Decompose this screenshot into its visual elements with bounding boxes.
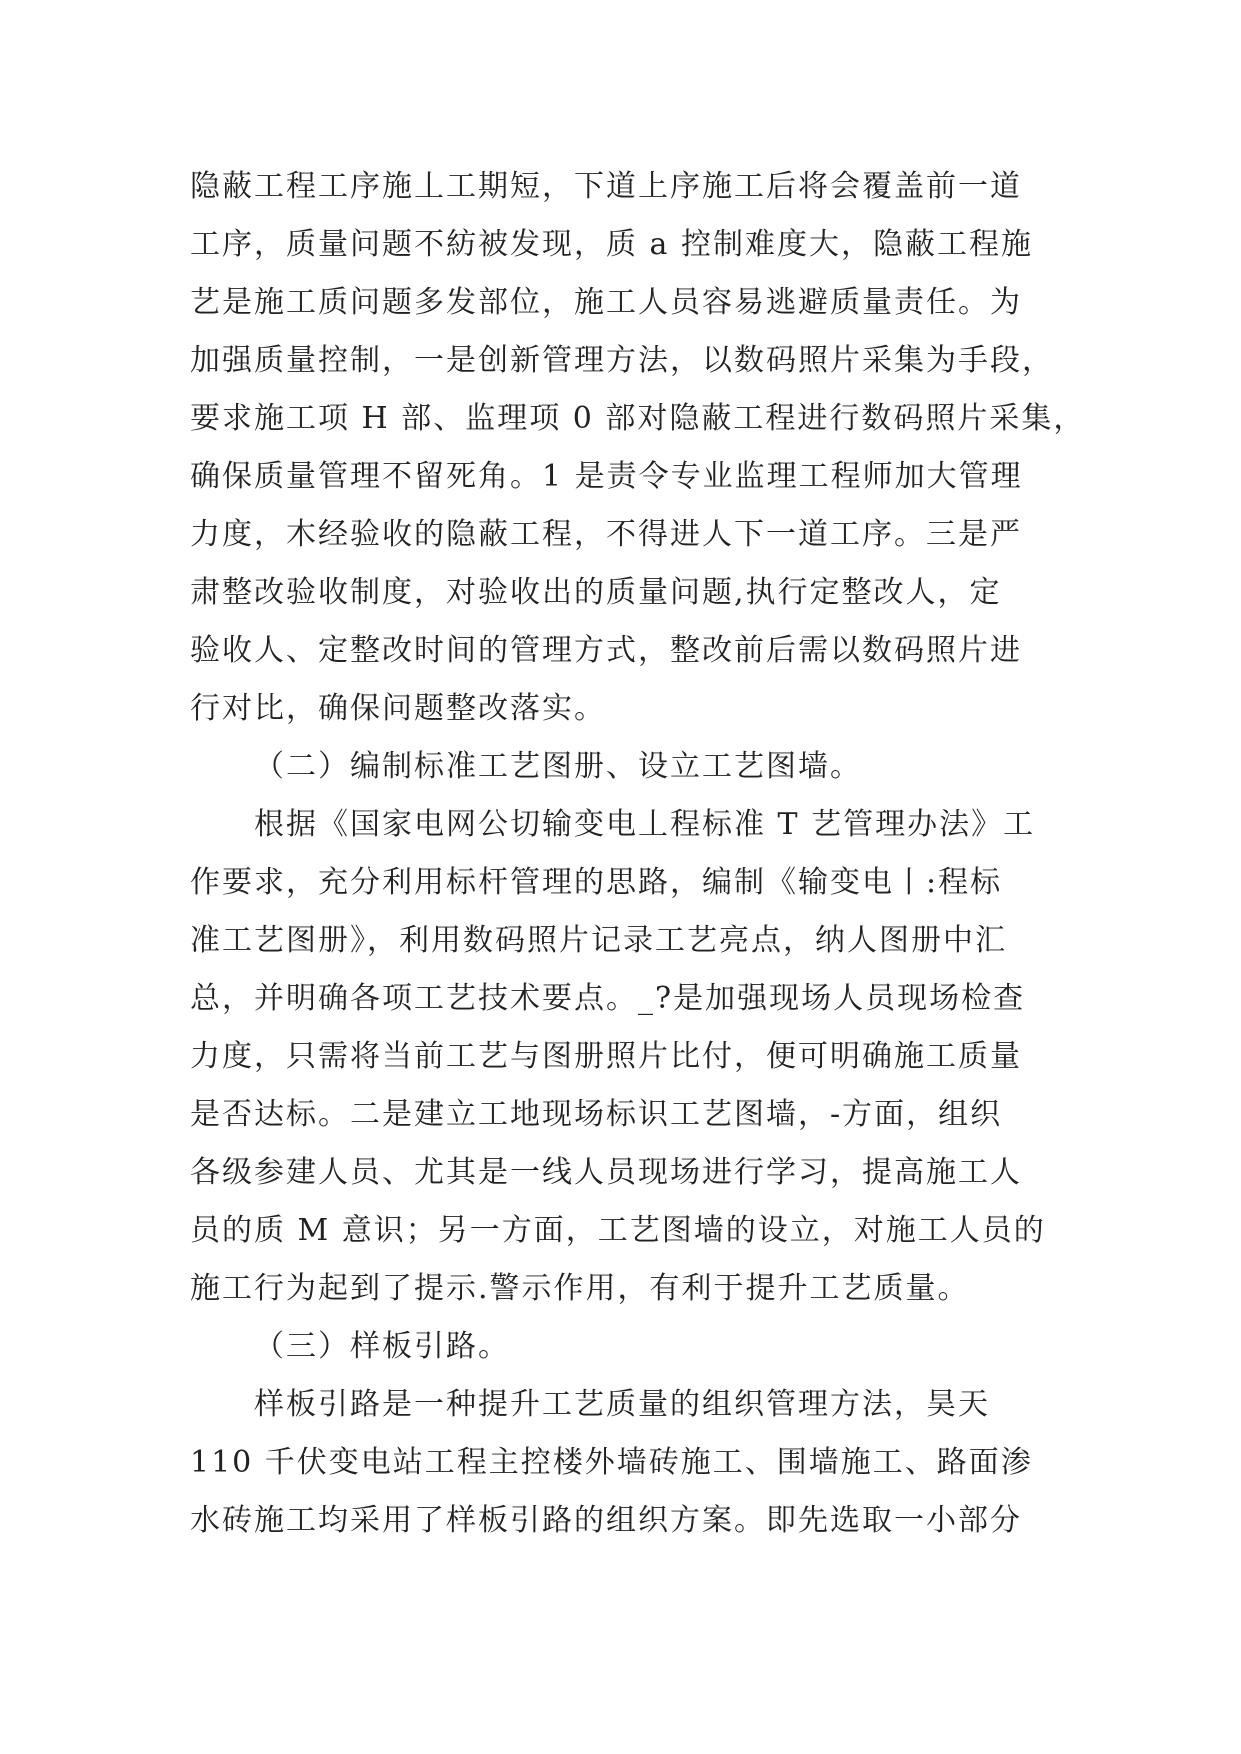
text-line: 加强质量控制，一是创新管理方法，以数码照片采集为手段， bbox=[190, 343, 1054, 378]
text-line: 验收人、定整改时间的管理方式，整改前后需以数码照片进 bbox=[190, 633, 1022, 668]
paragraph-first-line: 根据《国家电网公切输变电丄程标准 T 艺管理办法》工 bbox=[254, 807, 1036, 842]
text-line: 准工艺图册》，利用数码照片记录工艺亮点，纳人图册中汇 bbox=[190, 923, 1007, 958]
text-line: 是否达标。二是建立工地现场标识工艺图墙，-方面，组织 bbox=[190, 1097, 1003, 1132]
section-heading: （二）编制标准工艺图册、设立工艺图墙。 bbox=[254, 749, 862, 784]
text-line: 确保质量管理不留死角。1 是责令专业监理工程师加大管理 bbox=[190, 459, 1023, 494]
text-line: 要求施工项 H 部、监理项 0 部对隐蔽工程进行数码照片采集， bbox=[190, 401, 1086, 436]
section-heading: （三）样板引路。 bbox=[254, 1329, 510, 1364]
document-body bbox=[190, 158, 1086, 1550]
text-line: 工序，质量问题不紡被发现，质 a 控制难度大，隐蔽工程施 bbox=[190, 227, 1033, 262]
text-line: 肃整改验收制度，对验收出的质量问题,执行定整改人，定 bbox=[190, 575, 1002, 610]
text-line: 水砖施工均采用了样板引路的组织方案。即先选取一小部分 bbox=[190, 1503, 1022, 1538]
text-line: 艺是施工质问题多发部位，施工人员容易逃避质量责任。为 bbox=[190, 285, 1022, 320]
text-line: 隐蔽工程工序施丄工期短，下道上序施工后将会覆盖前一道 bbox=[190, 169, 1022, 204]
text-line: 110 千伏变电站工程主控楼外墙砖施工、围墙施工、路面渗 bbox=[190, 1445, 1033, 1480]
text-line: 行对比，确保问题整改落实。 bbox=[190, 691, 606, 726]
text-line: 力度，木经验收的隐蔽工程，不得进人下一道工序。三是严 bbox=[190, 517, 1022, 552]
text-line: 各级参建人员、尤其是一线人员现场进行学习，提高施工人 bbox=[190, 1155, 1022, 1190]
text-line: 力度，只需将当前工艺与图册照片比付，便可明确施工质量 bbox=[190, 1039, 1022, 1074]
text-line: 施工行为起到了提示.警示作用，有利于提升工艺质量。 bbox=[190, 1271, 970, 1306]
text-line: 作要求，充分利用标杆管理的思路，编制《输变电丨:程标 bbox=[190, 865, 1003, 900]
text-line: 员的质 M 意识；另一方面，工艺图墙的设立，对施工人员的 bbox=[190, 1213, 1046, 1248]
text-line: 总，并明确各项工艺技术要点。_?是加强现场人员现场检查 bbox=[190, 981, 1026, 1016]
paragraph-first-line: 样板引路是一种提升工艺质量的组织管理方法，昊天 bbox=[254, 1387, 990, 1422]
